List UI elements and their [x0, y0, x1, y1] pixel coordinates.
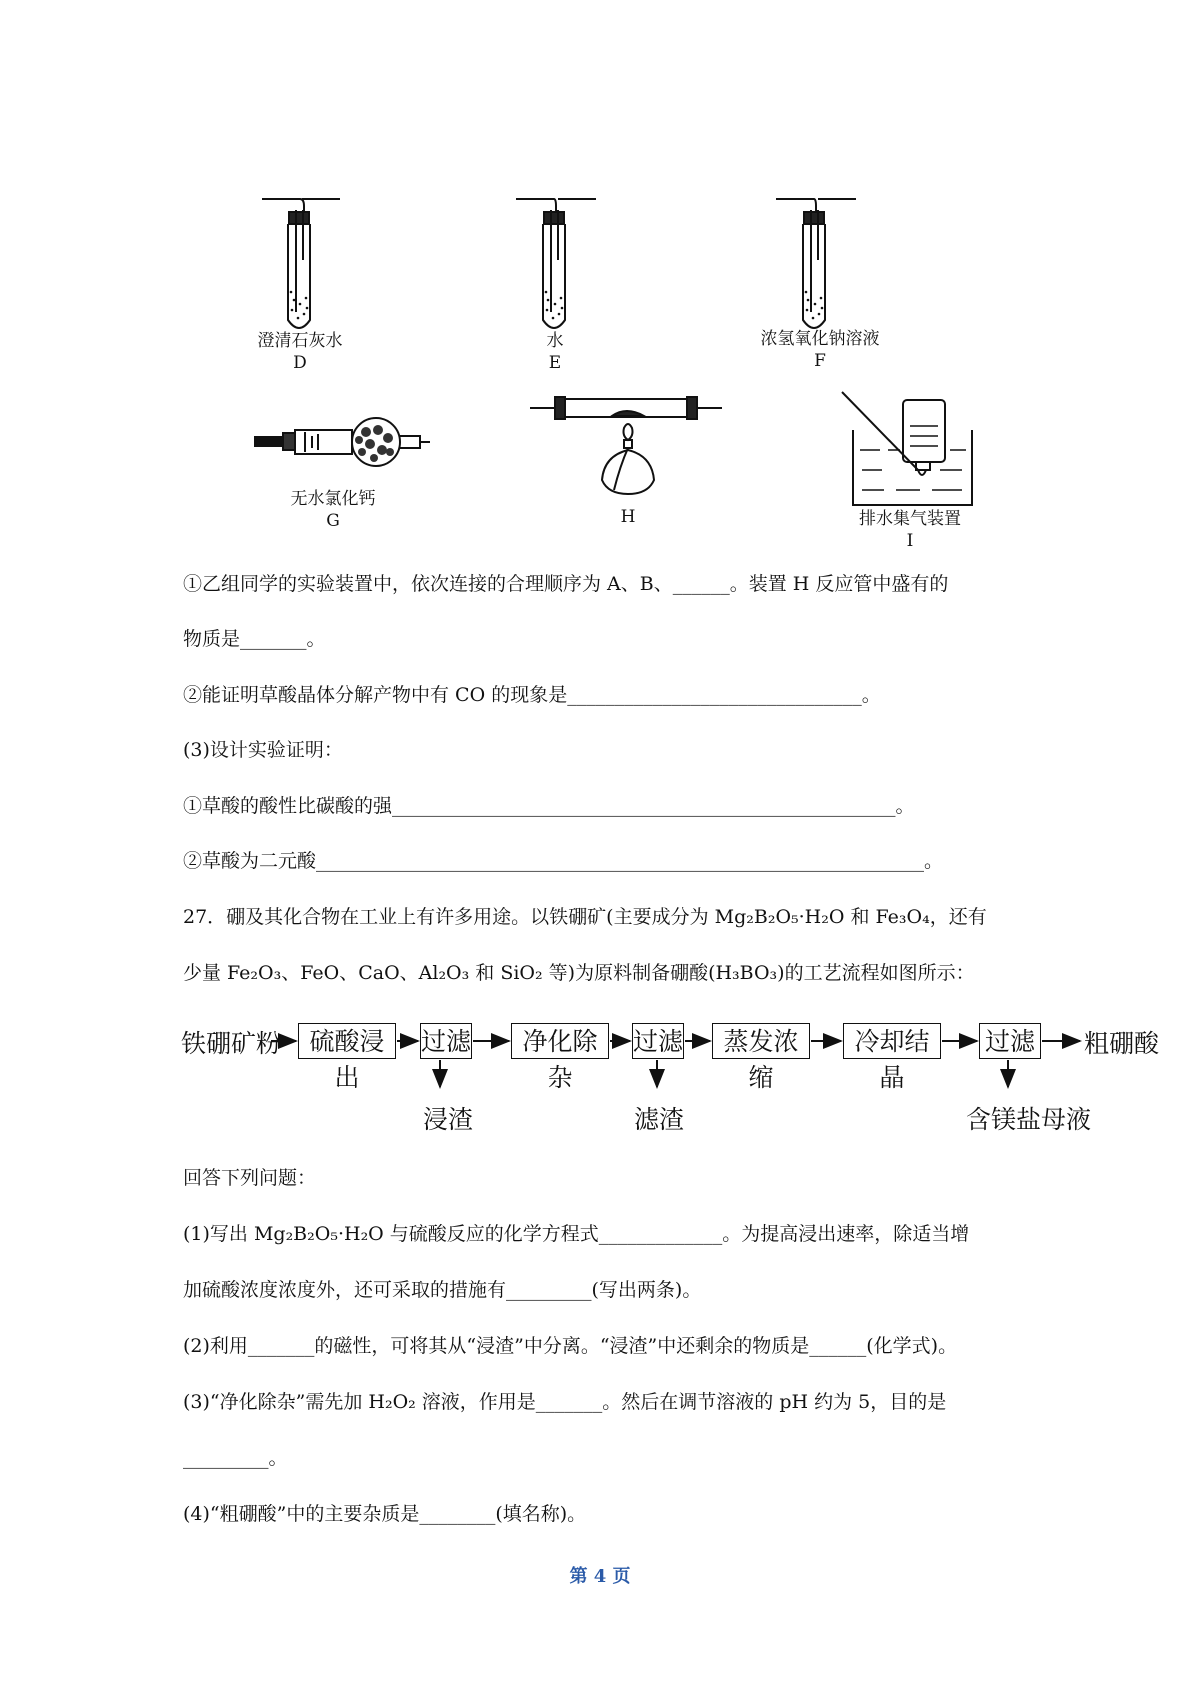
caption-d-letter: D	[293, 353, 307, 373]
flow-step: 硫酸浸出	[298, 1023, 396, 1059]
caption-g-letter: G	[326, 511, 340, 531]
flow-byproduct: 含镁盐母液	[966, 1105, 1092, 1134]
flow-step: 净化除杂	[511, 1023, 609, 1059]
flow-step: 冷却结晶	[843, 1023, 941, 1059]
flow-step: 过滤	[979, 1023, 1041, 1059]
flow-step: 过滤	[420, 1023, 472, 1059]
question-text: ①乙组同学的实验装置中，依次连接的合理顺序为 A、B、______。装置 H 反应管中盛有的	[183, 573, 949, 595]
caption-h-letter: H	[620, 507, 636, 527]
caption-f-letter: F	[814, 351, 826, 371]
q27-prompt: 回答下列问题：	[183, 1167, 317, 1189]
q27-intro: 少量 Fe₂O₃、FeO、CaO、Al₂O₃ 和 SiO₂ 等)为原料制备硼酸(H₃BO₃)的工艺流程如图所示：	[183, 962, 975, 984]
flow-byproduct: 滤渣	[634, 1105, 685, 1134]
q27-sub: _________。	[183, 1447, 288, 1469]
question-text: ②草酸为二元酸________________________________________________________________。	[183, 850, 944, 872]
flow-step: 过滤	[632, 1023, 684, 1059]
caption-i-reagent: 排水集气装置	[859, 509, 961, 529]
q27-sub: (2)利用_______的磁性，可将其从“浸渣”中分离。“浸渣”中还剩余的物质是______(化学式)。	[183, 1335, 958, 1357]
flow-start: 铁硼矿粉	[181, 1029, 282, 1058]
q27-sub: (1)写出 Mg₂B₂O₅·H₂O 与硫酸反应的化学方程式_____________。为提高浸出速率，除适当增	[183, 1223, 970, 1245]
caption-d-reagent: 澄清石灰水	[257, 331, 343, 351]
caption-i-letter: I	[906, 531, 914, 551]
question-text: (3)设计实验证明：	[183, 739, 343, 761]
flow-step: 蒸发浓缩	[712, 1023, 810, 1059]
flow-end: 粗硼酸	[1084, 1029, 1160, 1058]
flow-byproduct: 浸渣	[423, 1105, 474, 1134]
caption-g-reagent: 无水氯化钙	[290, 489, 376, 509]
question-text: ②能证明草酸晶体分解产物中有 CO 的现象是_______________________________。	[183, 684, 881, 706]
page-number: 第 4 页	[569, 1566, 631, 1587]
question-text: 物质是_______。	[183, 628, 326, 650]
q27-sub: (3)“净化除杂”需先加 H₂O₂ 溶液，作用是_______。然后在调节溶液的 pH 约为 5，目的是	[183, 1391, 947, 1413]
caption-e-reagent: 水	[546, 331, 564, 351]
caption-e-letter: E	[548, 353, 562, 373]
caption-f-reagent: 浓氢氧化钠溶液	[760, 329, 880, 349]
q27-intro: 27．硼及其化合物在工业上有许多用途。以铁硼矿(主要成分为 Mg₂B₂O₅·H₂O 和 Fe₃O₄，还有	[183, 906, 987, 928]
q27-sub: 加硫酸浓度浓度外，还可采取的措施有_________(写出两条)。	[183, 1279, 702, 1301]
q27-sub: (4)“粗硼酸”中的主要杂质是________(填名称)。	[183, 1503, 587, 1525]
question-text: ①草酸的酸性比碳酸的强_____________________________________________________。	[183, 795, 915, 817]
